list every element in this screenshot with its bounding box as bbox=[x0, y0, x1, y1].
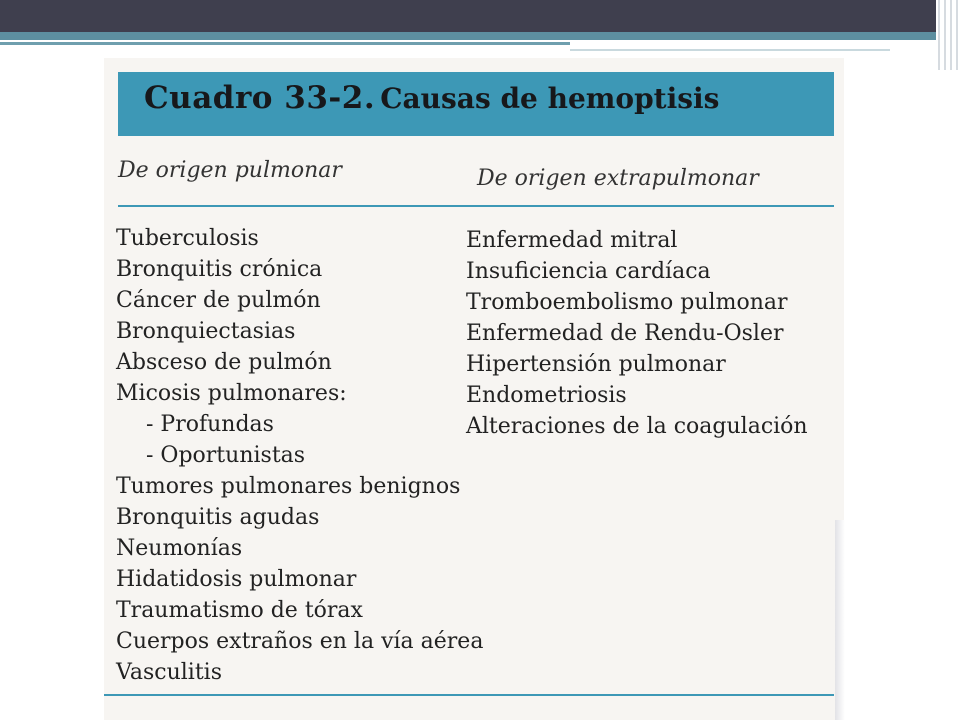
list-item: Bronquitis crónica bbox=[116, 257, 323, 282]
list-item: Enfermedad de Rendu-Osler bbox=[466, 321, 784, 346]
list-item: Endometriosis bbox=[466, 383, 627, 408]
list-item: Bronquitis agudas bbox=[116, 505, 320, 530]
list-item: Traumatismo de tórax bbox=[116, 598, 363, 623]
table-caption: Causas de hemoptisis bbox=[380, 82, 720, 115]
list-item: - Profundas bbox=[146, 412, 274, 437]
list-item: Tromboembolismo pulmonar bbox=[466, 290, 788, 315]
table-header-rule bbox=[118, 205, 834, 207]
column-header-extrapulmonar: De origen extrapulmonar bbox=[477, 166, 759, 191]
list-item: Absceso de pulmón bbox=[116, 350, 332, 375]
list-item: Vasculitis bbox=[116, 660, 223, 685]
scan-edge-shadow bbox=[835, 520, 845, 720]
list-item: Hipertensión pulmonar bbox=[466, 352, 726, 377]
header-bar bbox=[0, 0, 960, 32]
corner-stripes bbox=[936, 0, 960, 70]
list-item: Hidatidosis pulmonar bbox=[116, 567, 357, 592]
pulmonar-causes-list bbox=[116, 223, 483, 688]
table-number: Cuadro 33-2. bbox=[144, 80, 376, 116]
list-item: Alteraciones de la coagulación bbox=[466, 414, 808, 439]
header-accent-band bbox=[0, 32, 960, 40]
list-item: - Oportunistas bbox=[146, 443, 306, 468]
list-item: Enfermedad mitral bbox=[466, 228, 678, 253]
header-thin-line bbox=[570, 49, 890, 51]
header-accent-line bbox=[0, 42, 570, 45]
list-item: Bronquiectasias bbox=[116, 319, 296, 344]
table-bottom-rule bbox=[104, 694, 834, 696]
list-item: Micosis pulmonares: bbox=[116, 381, 347, 406]
extrapulmonar-causes-list bbox=[466, 225, 808, 442]
list-item: Cuerpos extraños en la vía aérea bbox=[116, 629, 484, 654]
column-header-pulmonar: De origen pulmonar bbox=[118, 158, 342, 183]
list-item: Tuberculosis bbox=[116, 226, 259, 251]
list-item: Neumonías bbox=[116, 536, 243, 561]
list-item: Cáncer de pulmón bbox=[116, 288, 321, 313]
table-title bbox=[144, 80, 719, 116]
list-item: Tumores pulmonares benignos bbox=[116, 474, 461, 499]
list-item: Insuficiencia cardíaca bbox=[466, 259, 711, 284]
